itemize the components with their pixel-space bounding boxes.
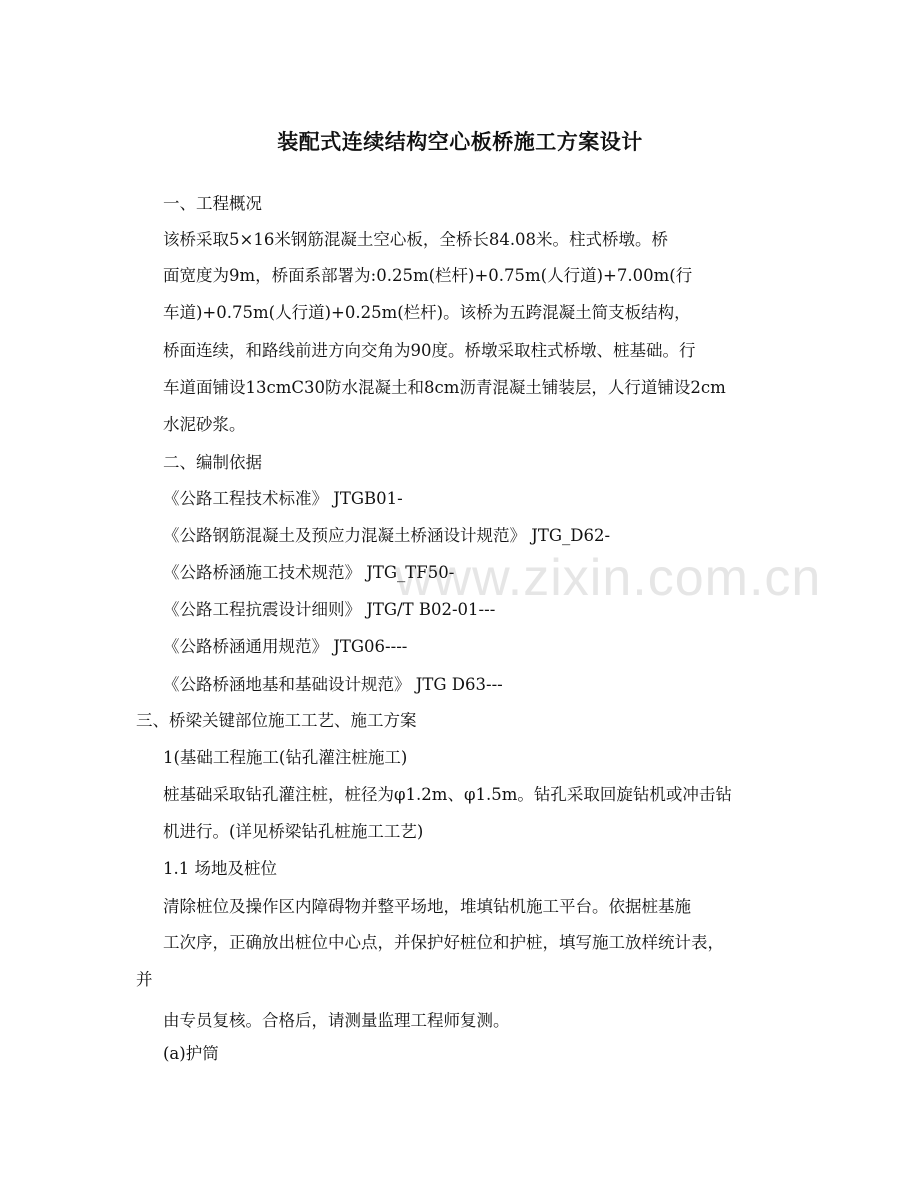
subsection-heading: (a)护筒	[163, 1044, 219, 1063]
reference-item: 《公路工程技术标准》 JTGB01-	[163, 489, 403, 508]
section-heading-construction: 三、桥梁关键部位施工工艺、施工方案	[136, 711, 417, 730]
document-title: 装配式连续结构空心板桥施工方案设计	[277, 129, 643, 154]
paragraph-line: 车道面铺设13cmC30防水混凝土和8cm沥青混凝土铺装层，人行道铺设2cm	[163, 378, 726, 397]
paragraph-line: 桩基础采取钻孔灌注桩，桩径为φ1.2m、φ1.5m。钻孔采取回旋钻机或冲击钻	[163, 785, 732, 804]
paragraph-line: 桥面连续，和路线前进方向交角为90度。桥墩采取柱式桥墩、桩基础。行	[163, 341, 696, 360]
reference-item: 《公路钢筋混凝土及预应力混凝土桥涵设计规范》 JTG_D62-	[163, 526, 611, 545]
paragraph-line: 由专员复核。合格后，请测量监理工程师复测。	[163, 1011, 510, 1030]
section-heading-overview: 一、工程概况	[163, 194, 262, 213]
paragraph-line: 机进行。(详见桥梁钻孔桩施工工艺)	[163, 822, 424, 841]
paragraph-line: 清除桩位及操作区内障碍物并整平场地，堆填钻机施工平台。依据桩基施	[163, 897, 691, 916]
paragraph-line: 并	[136, 970, 153, 989]
paragraph-line: 车道)+0.75m(人行道)+0.25m(栏杆)。该桥为五跨混凝土简支板结构，	[163, 303, 691, 322]
reference-item: 《公路桥涵通用规范》 JTG06----	[163, 637, 408, 656]
paragraph-line: 该桥采取5×16米钢筋混凝土空心板，全桥长84.08米。柱式桥墩。桥	[163, 230, 669, 249]
reference-item: 《公路桥涵施工技术规范》 JTG_TF50-	[163, 563, 455, 582]
section-heading-basis: 二、编制依据	[163, 453, 262, 472]
paragraph-line: 水泥砂浆。	[163, 415, 246, 434]
reference-item: 《公路桥涵地基和基础设计规范》 JTG D63---	[163, 675, 503, 694]
reference-item: 《公路工程抗震设计细则》 JTG/T B02-01---	[163, 600, 496, 619]
subsection-heading: 1.1 场地及桩位	[163, 859, 277, 878]
subsection-heading: 1(基础工程施工(钻孔灌注桩施工)	[163, 748, 408, 767]
paragraph-line: 工次序，正确放出桩位中心点，并保护好桩位和护桩，填写施工放样统计表，	[163, 933, 724, 952]
paragraph-line: 面宽度为9m，桥面系部署为:0.25m(栏杆)+0.75m(人行道)+7.00m(行	[163, 266, 693, 285]
watermark: www.zixin.com.cn	[395, 549, 822, 607]
